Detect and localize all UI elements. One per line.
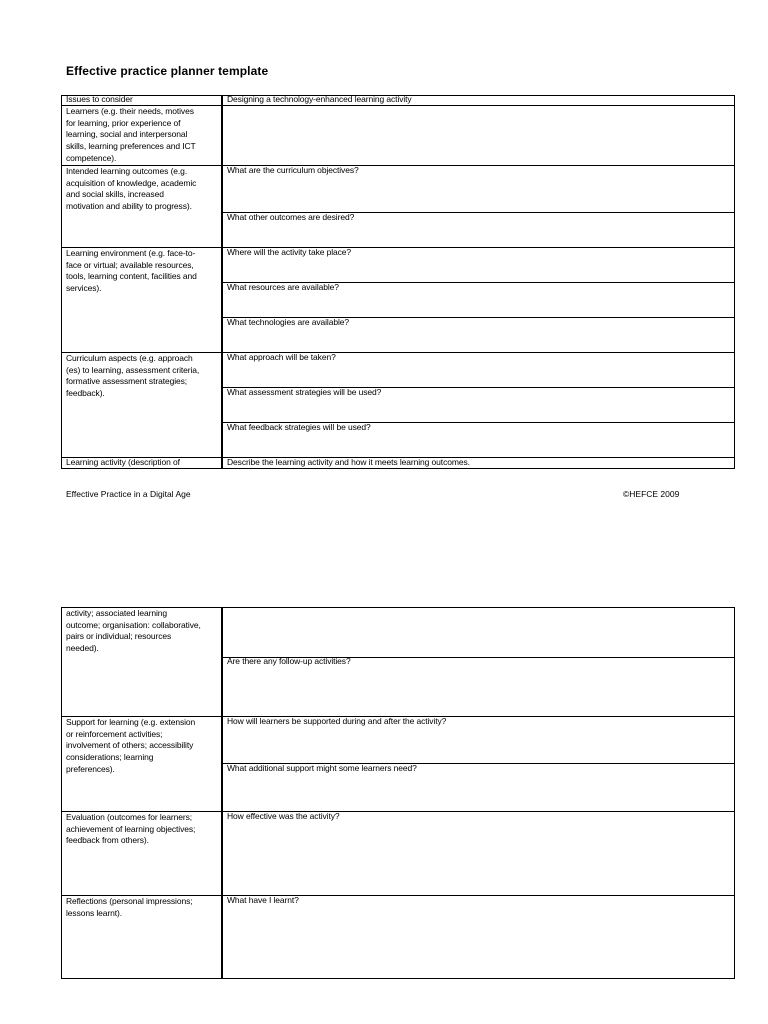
question-curriculum-objectives: What are the curriculum objectives? — [227, 165, 359, 175]
header-designing: Designing a technology-enhanced learning activity — [227, 94, 412, 104]
planner-table-bottom — [61, 607, 735, 979]
question-describe: Describe the learning activity and how it meets learning outcomes. — [227, 457, 470, 467]
question-where: Where will the activity take place? — [227, 247, 352, 257]
evaluation-cell: Evaluation (outcomes for learners; achievement of learning objectives; feedback from others). — [66, 812, 196, 846]
question-technologies: What technologies are available? — [227, 317, 350, 327]
activity-continued-cell: activity; associated learning outcome; organisation: collaborative, pairs or individual; resources needed). — [66, 608, 201, 654]
question-assessment: What assessment strategies will be used? — [227, 387, 382, 397]
question-other-outcomes: What other outcomes are desired? — [227, 212, 355, 222]
question-feedback: What feedback strategies will be used? — [227, 422, 371, 432]
question-followup: Are there any follow-up activities? — [227, 656, 351, 666]
question-additional: What additional support might some learners need? — [227, 763, 417, 773]
footer-right: ©HEFCE 2009 — [623, 489, 680, 499]
column-divider — [221, 608, 223, 978]
question-effective: How effective was the activity? — [227, 811, 340, 821]
page-title: Effective practice planner template — [66, 64, 269, 78]
question-learnt: What have I learnt? — [227, 895, 299, 905]
question-approach: What approach will be taken? — [227, 352, 336, 362]
footer-left: Effective Practice in a Digital Age — [66, 489, 191, 499]
curriculum-cell: Curriculum aspects (e.g. approach (es) to learning, assessment criteria, formative assessment strategies; feedback). — [66, 353, 200, 399]
outcomes-cell: Intended learning outcomes (e.g. acquisition of knowledge, academic and social skills, increased motivation and ability to progress). — [66, 166, 197, 212]
environment-cell: Learning environment (e.g. face-to- face or virtual; available resources, tools, learning content, facilities and services). — [66, 248, 197, 294]
reflections-cell: Reflections (personal impressions; lessons learnt). — [66, 896, 193, 918]
support-cell: Support for learning (e.g. extension or reinforcement activities; involvement of others; accessibility considerations; learning preferences). — [66, 717, 196, 774]
question-resources: What resources are available? — [227, 282, 339, 292]
learners-cell: Learners (e.g. their needs, motives for learning, prior experience of learning, social and interpersonal skills, learning preferences and ICT competence). — [66, 106, 196, 163]
planner-table-top — [61, 95, 735, 469]
question-supported: How will learners be supported during and after the activity? — [227, 716, 447, 726]
activity-cell: Learning activity (description of — [66, 457, 180, 467]
header-issues: Issues to consider — [66, 94, 133, 104]
